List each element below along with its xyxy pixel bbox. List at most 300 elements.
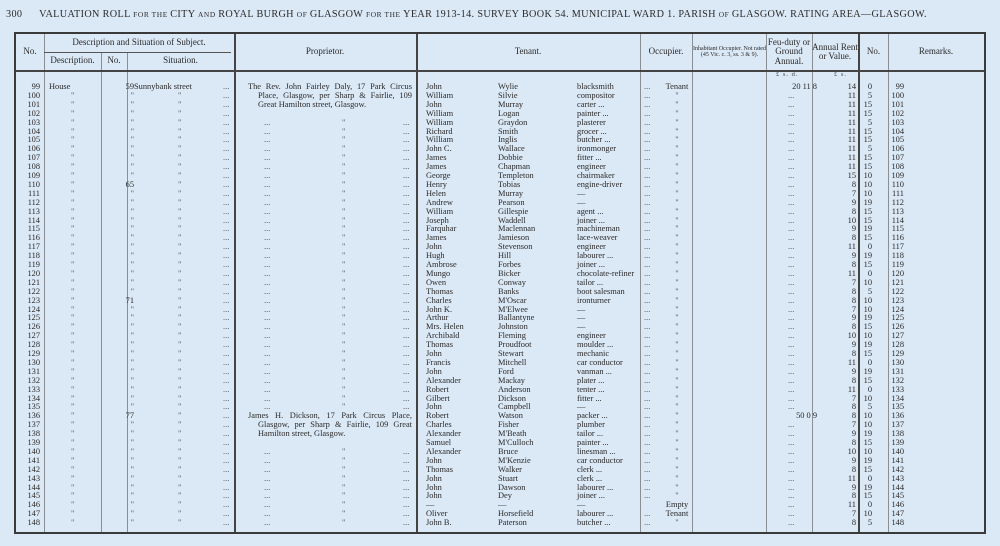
leader-dots: ... (788, 482, 795, 492)
leader-dots: ... (403, 242, 410, 252)
ditto-mark: " (675, 153, 679, 163)
rent-shillings: 10 (863, 171, 872, 180)
ditto-mark: " (130, 144, 134, 154)
leader-dots: ... (264, 304, 271, 314)
rent-pounds: 8 (851, 206, 856, 216)
ditto-mark: " (675, 366, 679, 376)
rent-pounds: 8 (851, 411, 856, 421)
leader-dots: ... (264, 455, 271, 465)
leader-dots: ... (264, 188, 271, 198)
tenant-first-name: Helen (426, 188, 446, 198)
ditto-mark: " (130, 446, 134, 456)
ditto-mark: " (178, 357, 182, 367)
leader-dots: ... (403, 340, 410, 350)
row-number: 119 (27, 260, 40, 269)
tenant-surname: Wallace (498, 144, 525, 154)
leader-dots: ... (264, 518, 271, 528)
rent-pounds: 11 (847, 90, 856, 100)
leader-dots: ... (788, 438, 795, 447)
tenant-occupation: fitter ... (577, 153, 602, 163)
leader-dots: ... (403, 162, 410, 172)
leader-dots: ... (644, 402, 651, 412)
tenant-occupation: butcher ... (577, 518, 611, 528)
leader-dots: ... (788, 340, 795, 350)
leader-dots: ... (644, 224, 651, 234)
ditto-mark: " (675, 340, 679, 350)
ditto-mark: " (178, 491, 182, 501)
leader-dots: ... (264, 117, 271, 127)
ditto-mark: " (178, 268, 182, 278)
leader-dots: ... (788, 277, 795, 287)
leader-dots: ... (223, 179, 230, 189)
ditto-mark: " (71, 313, 75, 323)
ditto-mark: " (130, 286, 134, 296)
rent-pounds: 9 (851, 313, 856, 323)
tenant-occupation: boot salesman (577, 286, 625, 296)
rent-shillings: 15 (863, 153, 872, 163)
ditto-mark: " (130, 162, 134, 172)
row-number: 130 (27, 357, 40, 367)
title-part: FOR THE (133, 10, 171, 19)
tenant-occupation: agent ... (577, 206, 604, 216)
ditto-mark: " (342, 295, 346, 305)
ditto-mark: " (130, 375, 134, 385)
row-number-right: 142 (891, 464, 904, 474)
row-number-right: 124 (891, 304, 904, 314)
ditto-mark: " (130, 491, 134, 501)
ditto-mark: " (71, 464, 75, 474)
leader-dots: ... (223, 99, 230, 109)
tenant-first-name: Alexander (426, 375, 461, 385)
ditto-mark: " (342, 197, 346, 207)
leader-dots: ... (788, 322, 795, 332)
leader-dots: ... (788, 518, 795, 528)
tenant-first-name: Hugh (426, 251, 445, 261)
ditto-mark: " (130, 331, 134, 341)
ditto-mark: " (71, 268, 75, 278)
ditto-mark: " (675, 206, 679, 216)
row-number: 110 (27, 179, 40, 189)
house-number: 65 (125, 179, 134, 189)
leader-dots: ... (223, 126, 230, 136)
leader-dots: ... (644, 331, 651, 341)
rent-pounds: 9 (851, 251, 856, 261)
leader-dots: ... (223, 366, 230, 376)
leader-dots: ... (264, 357, 271, 367)
leader-dots: ... (788, 384, 795, 394)
row-number-right: 147 (891, 509, 904, 519)
leader-dots: ... (403, 518, 410, 528)
tenant-first-name: John (426, 82, 442, 91)
leader-dots: ... (788, 393, 795, 403)
ditto-mark: " (178, 233, 182, 243)
tenant-first-name: William (426, 90, 454, 100)
ditto-mark: " (130, 135, 134, 145)
rent-shillings: 19 (863, 482, 872, 492)
ditto-mark: " (71, 393, 75, 403)
leader-dots: ... (223, 144, 230, 154)
rent-shillings: 0 (867, 500, 872, 510)
ditto-mark: " (130, 99, 134, 109)
ditto-mark: " (130, 384, 134, 394)
leader-dots: ... (644, 411, 651, 421)
leader-dots: ... (223, 82, 230, 91)
ditto-mark: " (130, 260, 134, 269)
ditto-mark: " (130, 108, 134, 118)
ditto-mark: " (130, 429, 134, 439)
tenant-surname: Fisher (498, 420, 519, 430)
row-number: 113 (27, 206, 40, 216)
ditto-mark: " (675, 384, 679, 394)
ditto-mark: " (178, 251, 182, 261)
leader-dots: ... (788, 402, 795, 412)
tenant-surname: Fleming (498, 331, 526, 341)
tenant-first-name: Mrs. Helen (426, 322, 464, 332)
leader-dots: ... (644, 135, 651, 145)
ditto-mark: " (675, 117, 679, 127)
leader-dots: ... (644, 482, 651, 492)
leader-dots: ... (264, 251, 271, 261)
tenant-surname: Conway (498, 277, 526, 287)
leader-dots: ... (264, 162, 271, 172)
leader-dots: ... (264, 179, 271, 189)
title-part: GLASGOW (309, 9, 366, 20)
rent-pounds: 10 (847, 331, 856, 341)
page-number: 300 (6, 9, 23, 20)
ditto-mark: " (342, 188, 346, 198)
title-part: YEAR 1913-14. SURVEY BOOK 54. MUNICIPAL WARD 1. PARISH (403, 9, 719, 20)
tenant-first-name: Henry (426, 179, 447, 189)
row-number-right: 139 (891, 438, 904, 447)
leader-dots: ... (788, 188, 795, 198)
rent-shillings: 15 (863, 375, 872, 385)
ditto-mark: " (71, 500, 75, 510)
leader-dots: ... (403, 313, 410, 323)
leader-dots: ... (223, 206, 230, 216)
leader-dots: ... (264, 491, 271, 501)
leader-dots: ... (264, 153, 271, 163)
rent-pounds: 8 (851, 233, 856, 243)
ditto-mark: " (342, 491, 346, 501)
row-number: 114 (27, 215, 40, 225)
leader-dots: ... (223, 117, 230, 127)
ditto-mark: " (130, 197, 134, 207)
ditto-mark: " (675, 304, 679, 314)
rent-pounds: 11 (847, 357, 856, 367)
tenant-surname: Wylie (498, 82, 518, 91)
feu-duty: 20 11 8 (792, 82, 817, 91)
leader-dots: ... (223, 277, 230, 287)
ditto-mark: " (178, 455, 182, 465)
row-number-right: 102 (891, 108, 904, 118)
ditto-mark: " (675, 108, 679, 118)
leader-dots: ... (223, 322, 230, 332)
ditto-mark: " (675, 518, 679, 528)
ditto-mark: " (178, 188, 182, 198)
tenant-surname: Walker (498, 464, 522, 474)
row-number-right: 133 (891, 384, 904, 394)
tenant-first-name: Francis (426, 357, 451, 367)
rent-pounds: 11 (847, 384, 856, 394)
leader-dots: ... (403, 482, 410, 492)
ditto-mark: " (178, 277, 182, 287)
leader-dots: ... (644, 446, 651, 456)
leader-dots: ... (223, 224, 230, 234)
title-part: ROYAL BURGH (218, 9, 297, 20)
leader-dots: ... (788, 313, 795, 323)
tenant-occupation: engineer (577, 331, 606, 341)
tenant-occupation: engineer (577, 162, 606, 172)
tenant-surname: Hill (498, 251, 512, 261)
row-number: 101 (27, 99, 40, 109)
leader-dots: ... (644, 179, 651, 189)
tenant-occupation: linesman ... (577, 446, 616, 456)
leader-dots: ... (788, 108, 795, 118)
leader-dots: ... (223, 304, 230, 314)
leader-dots: ... (403, 251, 410, 261)
leader-dots: ... (788, 153, 795, 163)
ditto-mark: " (178, 135, 182, 145)
leader-dots: ... (644, 366, 651, 376)
tenant-first-name: Thomas (426, 464, 453, 474)
ditto-mark: " (342, 446, 346, 456)
tenant-occupation: compositor (577, 90, 615, 100)
leader-dots: ... (264, 286, 271, 296)
leader-dots: ... (788, 268, 795, 278)
ditto-mark: " (71, 438, 75, 447)
ditto-mark: " (71, 429, 75, 439)
tenant-surname: M'Oscar (498, 295, 527, 305)
tenant-occupation: painter ... (577, 438, 609, 447)
tenant-occupation: labourer ... (577, 251, 614, 261)
leader-dots: ... (223, 411, 230, 421)
leader-dots: ... (264, 171, 271, 180)
leader-dots: ... (403, 277, 410, 287)
leader-dots: ... (223, 349, 230, 358)
leader-dots: ... (644, 268, 651, 278)
ditto-mark: " (71, 482, 75, 492)
ditto-mark: " (675, 179, 679, 189)
row-number-right: 145 (891, 491, 904, 501)
leader-dots: ... (223, 518, 230, 528)
tenant-occupation: clerk ... (577, 464, 603, 474)
tenant-occupation: packer ... (577, 411, 608, 421)
ditto-mark: " (71, 473, 75, 483)
ditto-mark: " (178, 179, 182, 189)
rent-shillings: 15 (863, 349, 872, 358)
tenant-first-name: Thomas (426, 340, 453, 350)
leader-dots: ... (403, 375, 410, 385)
leader-dots: ... (788, 251, 795, 261)
ditto-mark: " (178, 313, 182, 323)
ditto-mark: " (342, 171, 346, 180)
leader-dots: ... (223, 455, 230, 465)
leader-dots: ... (264, 260, 271, 269)
ditto-mark: " (178, 153, 182, 163)
row-number: 108 (27, 162, 40, 172)
ditto-mark: " (675, 277, 679, 287)
tenant-occupation: chocolate-refiner (577, 268, 635, 278)
tenant-first-name: Arthur (426, 313, 449, 323)
rent-shillings: 19 (863, 313, 872, 323)
rent-pounds: 7 (851, 393, 856, 403)
ditto-mark: " (342, 375, 346, 385)
tenant-occupation: — (577, 402, 586, 412)
row-number: 144 (27, 482, 40, 492)
rent-shillings: 19 (863, 366, 872, 376)
title-part: OF (296, 10, 310, 19)
tenant-occupation: mechanic (577, 349, 610, 358)
leader-dots: ... (264, 313, 271, 323)
ditto-mark: " (675, 491, 679, 501)
leader-dots: ... (223, 90, 230, 100)
rent-shillings: 19 (863, 224, 872, 234)
tenant-occupation: car conductor (577, 357, 623, 367)
leader-dots: ... (403, 393, 410, 403)
leader-dots: ... (644, 117, 651, 127)
row-number-right: 99 (895, 82, 904, 91)
tenant-surname: Watson (498, 411, 523, 421)
ditto-mark: " (130, 90, 134, 100)
leader-dots: ... (644, 384, 651, 394)
ditto-mark: " (342, 500, 346, 510)
ditto-mark: " (178, 375, 182, 385)
ditto-mark: " (71, 188, 75, 198)
page-title (39, 9, 927, 20)
leader-dots: ... (223, 482, 230, 492)
rent-pounds: 8 (851, 402, 856, 412)
tenant-surname: Johnston (498, 322, 528, 332)
tenant-occupation: tailor ... (577, 429, 604, 439)
leader-dots: ... (788, 500, 795, 510)
ditto-mark: " (71, 349, 75, 358)
row-number-right: 118 (891, 251, 904, 261)
rent-pounds: 9 (851, 455, 856, 465)
row-number: 137 (27, 420, 40, 430)
ditto-mark: " (675, 331, 679, 341)
leader-dots: ... (644, 491, 651, 501)
row-number: 147 (27, 509, 40, 519)
ditto-mark: " (178, 126, 182, 136)
ditto-mark: " (342, 277, 346, 287)
tenant-surname: Paterson (498, 518, 527, 528)
rent-shillings: 10 (863, 188, 872, 198)
leader-dots: ... (403, 331, 410, 341)
leader-dots: ... (788, 242, 795, 252)
rent-pounds: 11 (847, 500, 856, 510)
row-number-right: 101 (891, 99, 904, 109)
row-number-right: 120 (891, 268, 904, 278)
leader-dots: ... (223, 446, 230, 456)
tenant-surname: Dickson (498, 393, 526, 403)
ditto-mark: " (675, 90, 679, 100)
tenant-first-name: John (426, 491, 442, 501)
rent-pounds: 9 (851, 482, 856, 492)
rent-shillings: 19 (863, 429, 872, 439)
ditto-mark: " (71, 277, 75, 287)
leader-dots: ... (644, 242, 651, 252)
leader-dots: ... (223, 313, 230, 323)
rent-shillings: 19 (863, 340, 872, 350)
row-number: 139 (27, 438, 40, 447)
leader-dots: ... (403, 357, 410, 367)
tenant-first-name: Alexander (426, 446, 461, 456)
rent-shillings: 15 (863, 206, 872, 216)
tenant-occupation: — (577, 188, 586, 198)
leader-dots: ... (264, 322, 271, 332)
ditto-mark: " (178, 90, 182, 100)
tenant-occupation: plumber (577, 420, 605, 430)
ditto-mark: " (71, 251, 75, 261)
leader-dots: ... (403, 455, 410, 465)
rent-pounds: 9 (851, 366, 856, 376)
tenant-occupation: blacksmith (577, 82, 614, 91)
ditto-mark: " (130, 268, 134, 278)
ditto-mark: " (342, 153, 346, 163)
tenant-surname: M'Culloch (498, 438, 534, 447)
ditto-mark: " (342, 455, 346, 465)
leader-dots: ... (264, 126, 271, 136)
header-annual-rent: Annual Rent or Value. (812, 41, 858, 61)
leader-dots: ... (223, 473, 230, 483)
leader-dots: ... (403, 126, 410, 136)
tenant-surname: Ford (498, 366, 514, 376)
rent-shillings: 15 (863, 215, 872, 225)
rent-pounds: 8 (851, 518, 856, 528)
row-number: 115 (27, 224, 40, 234)
rent-shillings: 15 (863, 464, 872, 474)
leader-dots: ... (644, 295, 651, 305)
tenant-occupation: ironturner (577, 295, 611, 305)
ditto-mark: " (130, 322, 134, 332)
tenant-first-name: William (426, 206, 454, 216)
leader-dots: ... (223, 215, 230, 225)
ditto-mark: " (342, 162, 346, 172)
tenant-surname: Maclennan (498, 224, 536, 234)
leader-dots: ... (223, 375, 230, 385)
leader-dots: ... (644, 509, 651, 519)
row-number-right: 110 (891, 179, 904, 189)
title-part: GLASGOW. RATING AREA—GLASGOW. (731, 9, 927, 20)
rent-pounds: 11 (847, 153, 856, 163)
tenant-first-name: John (426, 366, 442, 376)
leader-dots: ... (788, 126, 795, 136)
rent-shillings: 0 (867, 268, 872, 278)
ditto-mark: " (342, 224, 346, 234)
rent-pounds: 11 (847, 473, 856, 483)
rent-shillings: 15 (863, 260, 872, 269)
tenant-first-name: John B. (426, 518, 452, 528)
rent-pounds: 8 (851, 322, 856, 332)
row-number-right: 125 (891, 313, 904, 323)
proprietor-entry: James H. Dickson, 17 Park Circus Place, Glasgow, per Sharp & Fairlie, 109 Great Hamilton street, Glasgow. (248, 411, 412, 439)
leader-dots: ... (403, 349, 410, 358)
row-number: 116 (27, 233, 40, 243)
leader-dots: ... (403, 295, 410, 305)
header-desc-group: Description and Situation of Subject. (72, 37, 206, 48)
ditto-mark: " (130, 518, 134, 528)
leader-dots: ... (403, 384, 410, 394)
tenant-surname: Jamieson (498, 233, 530, 243)
row-number-right: 111 (892, 188, 904, 198)
tenant-surname: Tobias (498, 179, 521, 189)
ditto-mark: " (675, 224, 679, 234)
ditto-mark: " (71, 117, 75, 127)
tenant-first-name: — (426, 500, 435, 510)
tenant-first-name: John (426, 242, 442, 252)
rent-pounds: 8 (851, 464, 856, 474)
leader-dots: ... (788, 491, 795, 501)
